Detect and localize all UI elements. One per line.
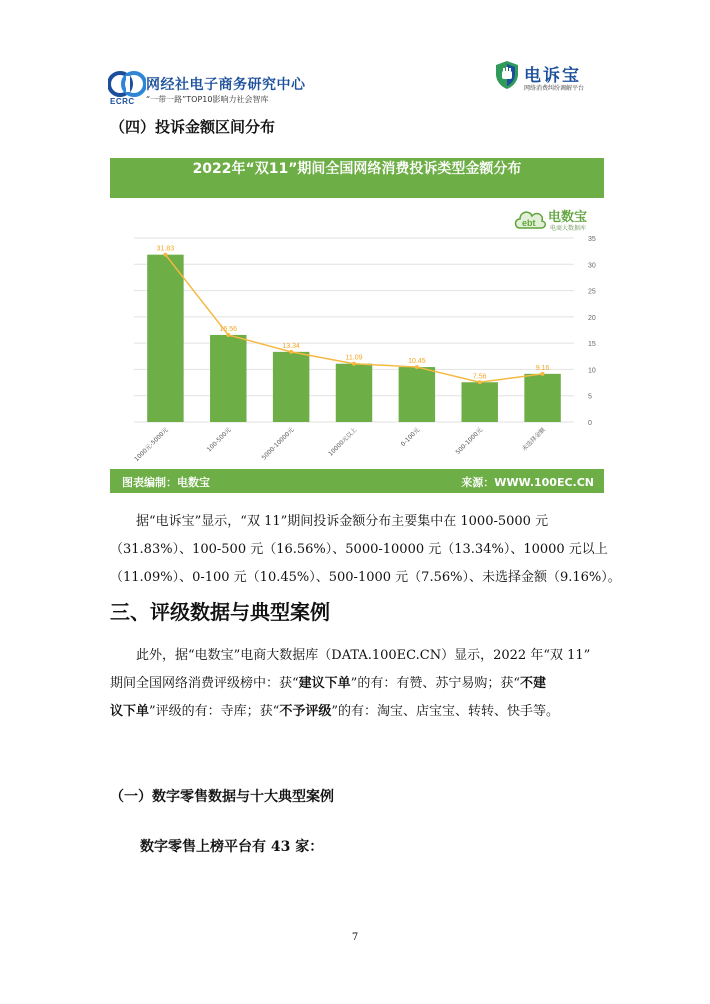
- brand-logo: [494, 60, 634, 100]
- x-tick-label: 5000-10000元: [260, 426, 296, 462]
- amount-distribution-chart: [110, 158, 604, 493]
- bar: [524, 374, 560, 422]
- watermark-name: 电数宝: [548, 210, 588, 225]
- x-tick-label: 10000元以上: [327, 426, 359, 458]
- y-tick-label: 20: [588, 314, 596, 322]
- bar: [461, 382, 497, 422]
- chart-credit: 图表编制：电数宝: [122, 476, 210, 489]
- rating-recommended: 建议下单: [298, 676, 351, 691]
- bar: [147, 255, 183, 422]
- paragraph-line: [110, 698, 610, 726]
- x-tick-label: 500-1000元: [454, 426, 485, 457]
- brand-subtitle: 网络消费纠纷调解平台: [524, 85, 585, 92]
- text-run: ”的有：淘宝、店宝宝、转转、快手等。: [331, 704, 559, 719]
- rating-unrated: 不予评级: [279, 704, 332, 719]
- line-point: [163, 253, 167, 257]
- org-name: 网经社电子商务研究中心: [146, 77, 306, 93]
- text-run: 期间全国网络消费评级榜中：获“: [110, 676, 299, 691]
- shield-fist-icon: [494, 60, 520, 90]
- paragraph-line: 此外，据“电数宝”电商大数据库（DATA.100EC.CN）显示，2022 年“双 11”: [136, 648, 591, 663]
- paragraph-line: 据“电诉宝”显示，“双 11”期间投诉金额分布主要集中在 1000-5000 元: [136, 514, 549, 529]
- amount-summary-paragraph: [110, 508, 621, 592]
- chart-title: 2022年“双11”期间全国网络消费投诉类型金额分布: [192, 161, 522, 177]
- y-tick-label: 35: [588, 236, 596, 243]
- org-slogan: “一带一路”TOP10影响力社会智库: [146, 95, 269, 104]
- section-heading: （四）投诉金额区间分布: [110, 118, 276, 136]
- x-tick-label: 0-100元: [399, 426, 422, 448]
- x-tick-label: 1000元-5000元: [133, 426, 170, 464]
- section-title-rating: 三、评级数据与典型案例: [110, 600, 330, 624]
- x-tick-label: 100-500元: [205, 426, 233, 454]
- text-run: ”的有：有赞、苏宁易购；获“: [350, 676, 520, 691]
- paragraph-line: [110, 670, 610, 698]
- rating-not-recommended-part1: 不建: [519, 676, 546, 691]
- line-point: [541, 372, 545, 376]
- y-tick-label: 10: [588, 367, 596, 375]
- line-point: [415, 365, 419, 369]
- data-label: 10.45: [408, 358, 426, 366]
- data-label: 16.56: [219, 325, 238, 333]
- line-point: [226, 333, 230, 337]
- data-label: 31.83: [156, 245, 175, 253]
- bar: [273, 352, 309, 422]
- platform-count-heading: 数字零售上榜平台有 43 家：: [140, 839, 324, 855]
- paragraph-line: （11.09%）、0-100 元（10.45%）、500-1000 元（7.56%）、未选择金额（9.16%）。: [110, 570, 621, 585]
- svg-text:ebt: ebt: [522, 218, 536, 228]
- page-number: 7: [351, 932, 359, 943]
- y-tick-label: 30: [588, 262, 596, 270]
- text-run: ”评级的有：寺库；获“: [149, 704, 280, 719]
- rating-paragraph: [110, 642, 610, 726]
- line-point: [478, 380, 482, 384]
- data-label: 11.09: [345, 354, 363, 362]
- y-tick-label: 0: [588, 420, 592, 427]
- subsection-heading: （一）数字零售数据与十大典型案例: [110, 789, 334, 805]
- chart-plot: [110, 198, 604, 469]
- bar: [210, 335, 246, 422]
- bar: [336, 364, 372, 422]
- y-tick-label: 25: [588, 288, 596, 296]
- brand-name: 电诉宝: [524, 66, 581, 86]
- bar: [399, 367, 435, 422]
- line-point: [352, 362, 356, 366]
- rating-not-recommended-part2: 议下单: [110, 704, 150, 719]
- ecrc-logo: [108, 70, 318, 110]
- chart-footer-bar: [110, 469, 604, 493]
- ecrc-abbr: ECRC: [110, 97, 135, 106]
- y-tick-label: 15: [588, 341, 596, 349]
- x-tick-label: 未选择金额: [520, 426, 547, 453]
- paragraph-line: （31.83%）、100-500 元（16.56%）、5000-10000 元（13.34%）、10000 元以上: [110, 542, 608, 557]
- data-label: 13.34: [282, 342, 300, 350]
- data-label: 7.56: [472, 373, 487, 381]
- data-label: 9.16: [535, 364, 550, 372]
- ecrc-logo-icon: [108, 70, 146, 100]
- line-point: [289, 350, 293, 354]
- y-tick-label: 5: [588, 393, 592, 401]
- chart-source: 来源：WWW.100EC.CN: [461, 476, 594, 489]
- watermark-subtitle: 电商大数据库: [550, 225, 587, 232]
